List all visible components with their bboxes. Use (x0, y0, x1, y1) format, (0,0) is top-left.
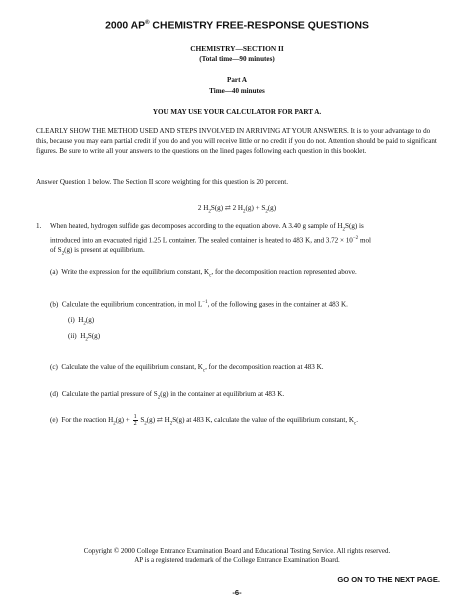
part-a-label: (a) (50, 268, 58, 276)
q1-line2-end: mol (358, 236, 371, 245)
fraction-denominator: 2 (133, 421, 137, 427)
part-e-text3: S (140, 416, 145, 425)
part-e-text4: (g) (146, 416, 156, 425)
q1-line1-sub: 2 (342, 227, 346, 233)
header-title-prefix: 2000 AP (105, 20, 146, 32)
part-b-ii (68, 332, 100, 344)
part-c-sub: c (202, 368, 206, 374)
part-b-ii-sub: 2 (85, 337, 88, 343)
part-e-text6: S(g) at 483 K, calculate the value of the equilibrium constant, K (172, 416, 355, 425)
part-d-label: (d) (50, 390, 59, 398)
eq-right-tail: (g) + S (245, 204, 266, 212)
part-a-text: Write the expression for the equilibrium constant, K (61, 268, 210, 276)
one-half-fraction (133, 414, 138, 427)
part-b-label: (b) (50, 300, 59, 309)
part-b-i (68, 316, 94, 328)
part-b-text: Calculate the equilibrium concentration, in mol L (61, 300, 203, 309)
q1-line1-end: S(g) is (345, 222, 364, 230)
registered-mark: ® (145, 20, 150, 26)
part-e-end: . (356, 416, 359, 425)
eq-right-sub: 2 (243, 209, 246, 215)
eq-right: 2 H (232, 204, 244, 212)
part-e-text1: For the reaction H (61, 416, 114, 425)
question1-line3 (50, 246, 145, 258)
part-e-sub3: 2 (169, 421, 173, 427)
question1-line2 (50, 234, 371, 245)
eq-right-end: (g) (267, 204, 277, 212)
eq-left-sub: 2 (208, 209, 211, 215)
fraction-numerator: 1 (133, 414, 137, 420)
part-d (50, 390, 284, 402)
eq-left: 2 H (197, 204, 209, 212)
part-e-sub1: 2 (113, 421, 116, 427)
instructions-paragraph: CLEARLY SHOW THE METHOD USED AND STEPS INVOLVED IN ARRIVING AT YOUR ANSWERS. It is to your advantage to do this, because you may earn partial credit if you do and you will receive little or no credit if you do not. Attention should be paid to significant figures. Be sure to write all your answers to the questions on the lined pages following each question in this booklet. (36, 127, 437, 155)
eq-right-sub2: 2 (265, 209, 268, 215)
question1-line1 (50, 222, 364, 234)
calculator-notice: YOU MAY USE YOUR CALCULATOR FOR PART A. (152, 108, 322, 116)
q1-line1-text: When heated, hydrogen sulfide gas decomposes according to the equation above. A 3.40 g sample of H (50, 222, 343, 230)
part-b-ii-end: S(g) (87, 332, 101, 340)
part-b-i-text: H (78, 316, 84, 324)
part-b-ii-text: H (80, 332, 86, 340)
eq-left-tail: S(g) (210, 204, 224, 212)
answer-note: Answer Question 1 below. The Section II score weighting for this question is 20 percent. (36, 178, 288, 186)
part-heading: Part A (227, 76, 247, 84)
section-title: CHEMISTRY—SECTION II (190, 44, 284, 53)
decomposition-equation (0, 203, 474, 214)
part-c-text: Calculate the value of the equilibrium constant, K (61, 363, 203, 371)
header-title-suffix: CHEMISTRY FREE-RESPONSE QUESTIONS (149, 20, 369, 32)
part-time: Time—40 minutes (209, 87, 265, 95)
go-on-notice: GO ON TO THE NEXT PAGE. (337, 575, 440, 584)
part-a-sub: c (209, 273, 212, 279)
page-number: -6- (232, 588, 242, 597)
part-e-sub2: 2 (144, 421, 147, 427)
part-c-end: , for the decomposition reaction at 483 K. (205, 363, 324, 371)
trademark-notice: AP is a registered trademark of the College Entrance Examination Board. (134, 556, 340, 564)
part-e-sub4: c (354, 421, 357, 427)
part-e (50, 414, 358, 429)
part-a (50, 268, 357, 280)
equilibrium-arrow-icon: ⇄ (224, 204, 231, 212)
part-b-end: , of the following gases in the container at 483 K. (207, 300, 348, 309)
q1-line3-text: of S (50, 246, 62, 254)
part-b-i-end: (g) (85, 316, 95, 324)
question-number: 1. (36, 222, 42, 230)
part-e-label: (e) (50, 416, 58, 425)
part-d-end: (g) in the container at equilibrium at 483 K. (160, 390, 285, 398)
q1-line2-sup: −2 (352, 236, 359, 241)
part-a-end: , for the decomposition reaction represented above. (211, 268, 357, 276)
part-b-i-sub: 2 (83, 321, 86, 327)
part-d-sub: 2 (157, 395, 161, 401)
part-d-text: Calculate the partial pressure of S (61, 390, 158, 398)
part-b (50, 298, 348, 309)
copyright-notice: Copyright © 2000 College Entrance Examination Board and Educational Testing Service. All rights reserved. (83, 547, 391, 555)
q1-line3-end: (g) is present at equilibrium. (64, 246, 145, 254)
part-c (50, 363, 324, 375)
total-time: (Total time—90 minutes) (199, 55, 275, 63)
part-e-text5: H (164, 416, 170, 425)
equilibrium-arrow-icon: ⇄ (156, 416, 163, 425)
part-b-i-label: (i) (68, 316, 75, 324)
page-header (0, 20, 474, 31)
q1-line2-text: introduced into an evacuated rigid 1.25 L container. The sealed container is heated to 483 K, and 3.72 × 10 (50, 236, 353, 245)
part-e-text2: (g) + (115, 416, 130, 425)
q1-line3-sub: 2 (61, 251, 65, 257)
part-b-ii-label: (ii) (68, 332, 77, 340)
part-c-label: (c) (50, 363, 58, 371)
part-b-sup: −1 (202, 300, 208, 305)
